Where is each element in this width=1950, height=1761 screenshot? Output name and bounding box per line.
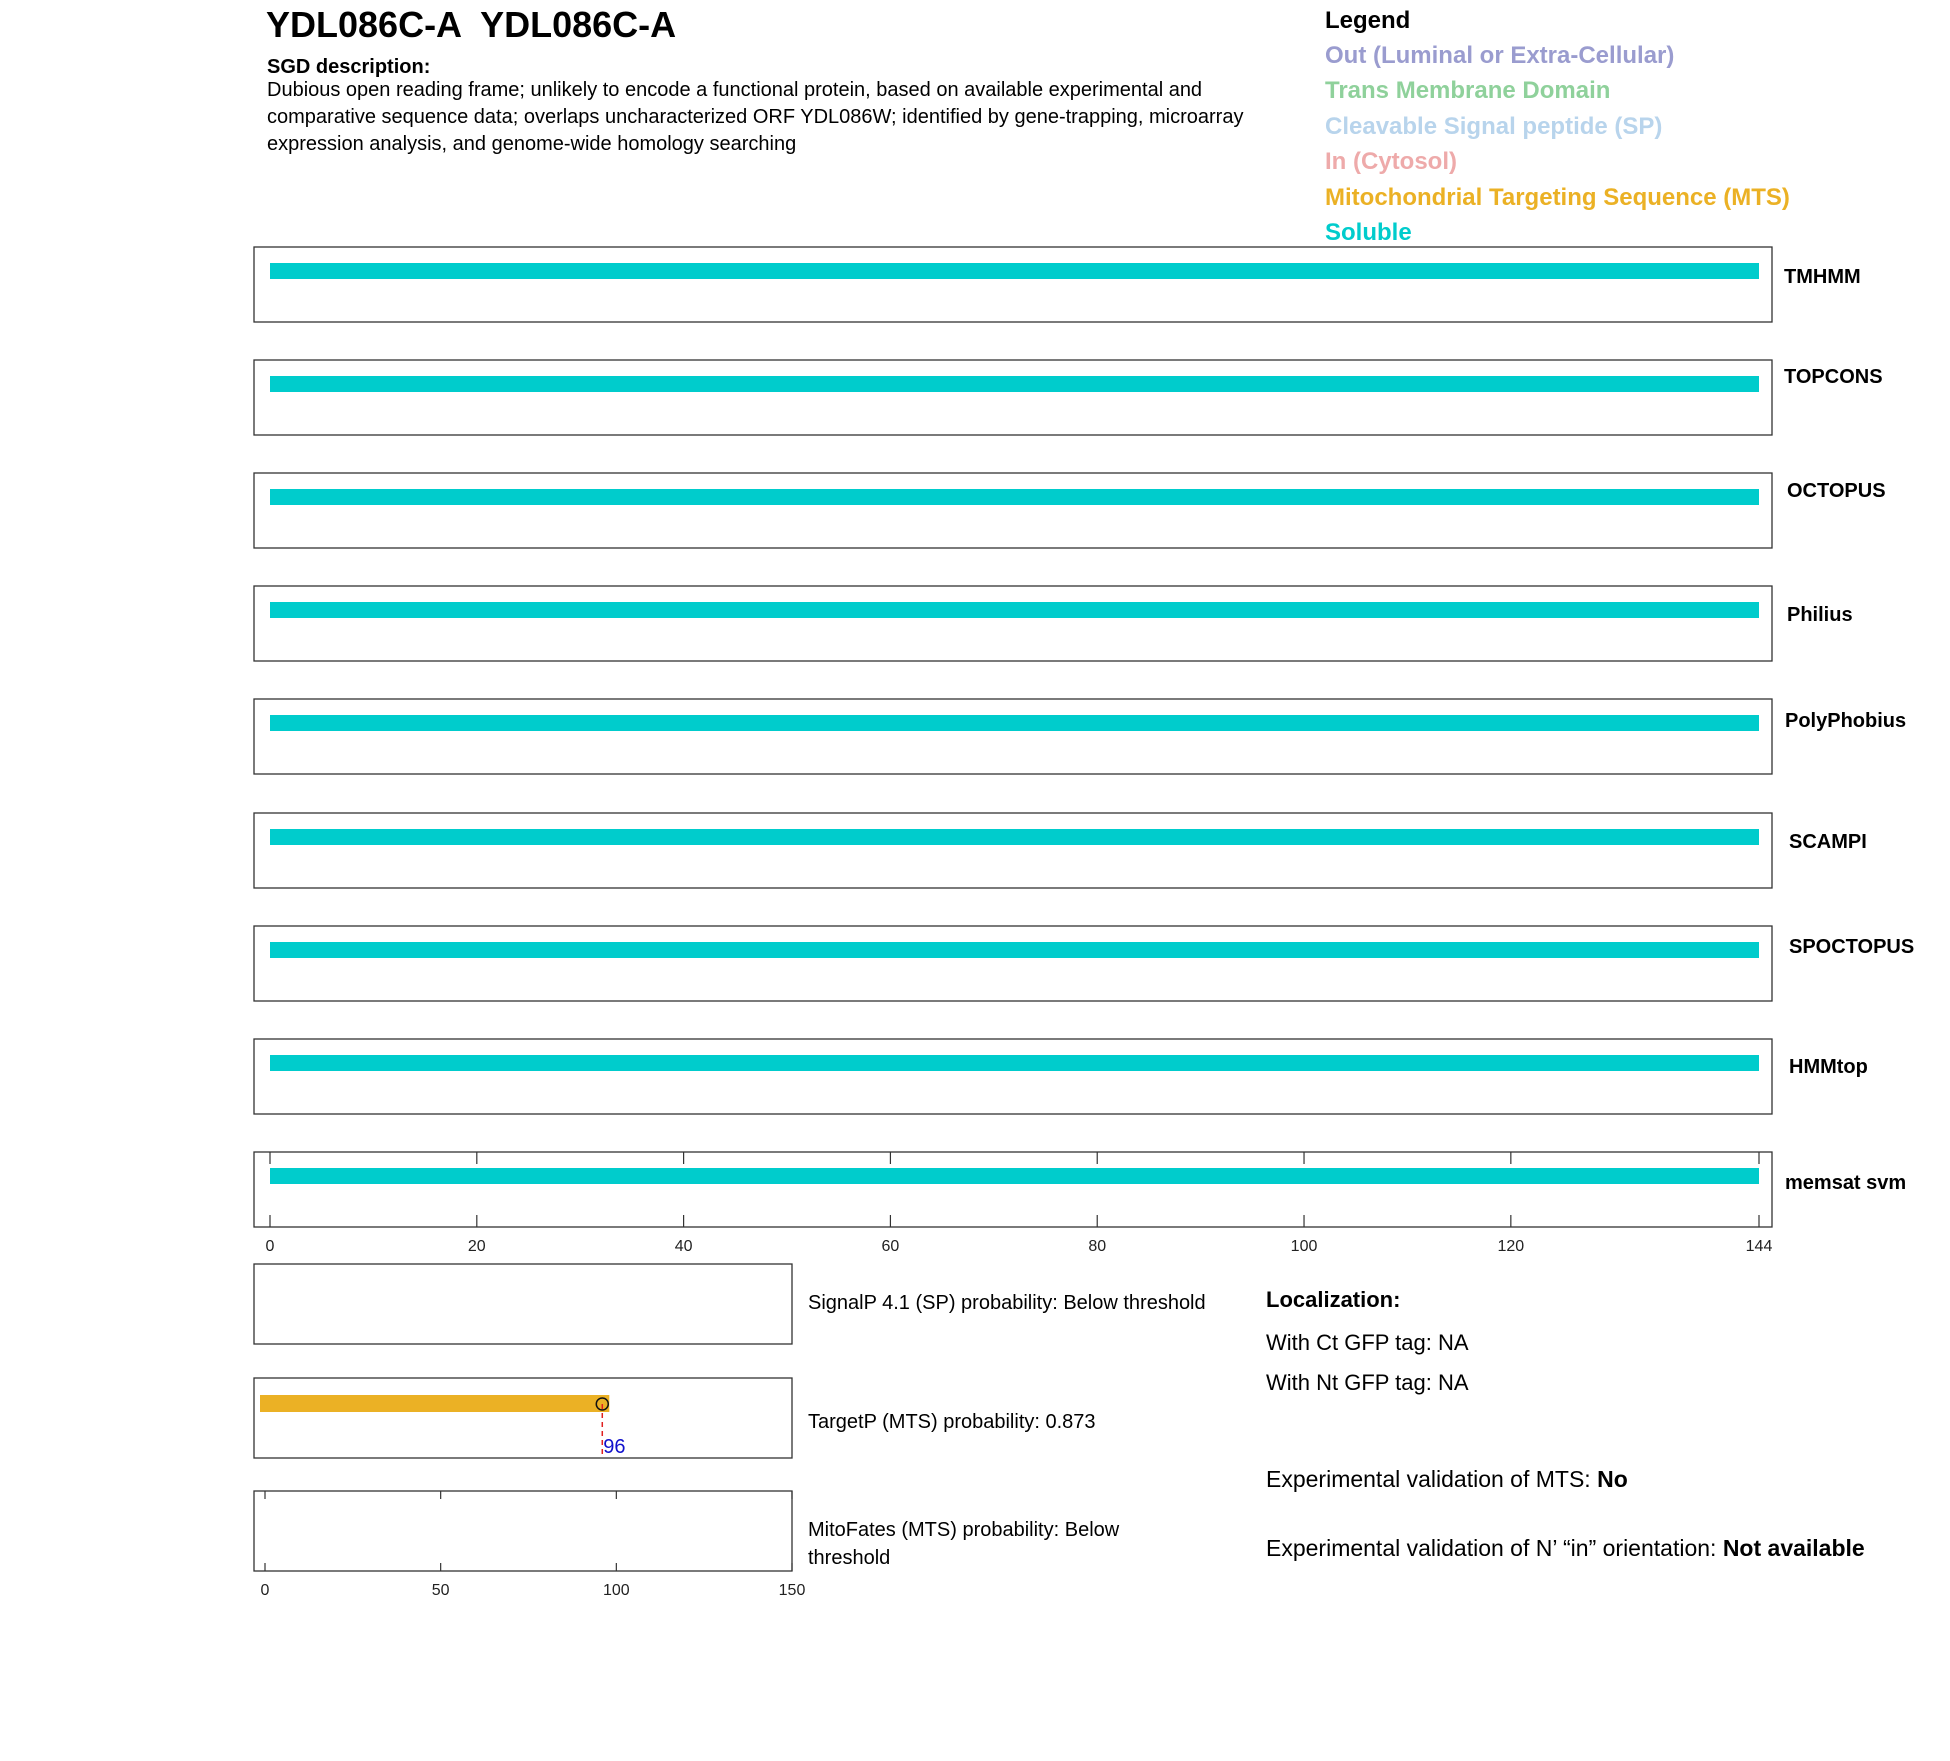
signal-panel-box — [254, 1264, 792, 1344]
track-label: HMMtop — [1789, 1056, 1868, 1078]
tick-label: 60 — [881, 1238, 900, 1255]
track-label: Philius — [1787, 604, 1853, 626]
track-label: PolyPhobius — [1785, 710, 1907, 732]
track-box — [254, 247, 1772, 322]
track-label: TMHMM — [1784, 266, 1861, 288]
mitofates-label: MitoFates (MTS) probability: Below threshold — [808, 1519, 1120, 1569]
signalp-label: SignalP 4.1 (SP) probability: Below threshold — [808, 1292, 1206, 1314]
track-label: TOPCONS — [1784, 366, 1883, 388]
segment-bar — [270, 489, 1759, 505]
track-box — [254, 473, 1772, 548]
tick-label: 0 — [260, 1582, 270, 1599]
mts-validation-value: No — [1597, 1466, 1628, 1492]
signal-panel-box — [254, 1378, 792, 1458]
legend-item: Cleavable Signal peptide (SP) — [1325, 112, 1663, 140]
mts-validation-prefix: Experimental validation of MTS: — [1266, 1466, 1598, 1492]
tick-label: 0 — [265, 1238, 275, 1255]
sgd-description-text: Dubious open reading frame; unlikely to encode a functional protein, based on available experimental and comparative sequence data; overlaps uncharacterized ORF YDL086W; identified by gene-trapping, microarray expression analysis, and genome-wide homology searching — [267, 79, 1244, 155]
segment-bar — [270, 1168, 1759, 1184]
track-box — [254, 926, 1772, 1001]
legend-item: Soluble — [1325, 219, 1412, 247]
legend-item: In (Cytosol) — [1325, 148, 1457, 176]
tick-label: 144 — [1745, 1238, 1773, 1255]
track-box — [254, 586, 1772, 661]
mts-bar — [260, 1395, 609, 1412]
orientation-validation — [1266, 1532, 1866, 1564]
track-label: SCAMPI — [1789, 831, 1867, 853]
track-box — [254, 813, 1772, 888]
legend-item: Mitochondrial Targeting Sequence (MTS) — [1325, 183, 1790, 211]
localization-heading: Localization: — [1266, 1287, 1401, 1312]
ct-gfp-localization: With Ct GFP tag: NA — [1266, 1330, 1469, 1355]
orientation-validation-prefix: Experimental validation of N’ “in” orientation: — [1266, 1535, 1723, 1561]
signal-panel-box — [254, 1491, 792, 1571]
tick-label: 50 — [431, 1582, 450, 1599]
legend-item: Trans Membrane Domain — [1325, 77, 1611, 105]
tick-label: 120 — [1497, 1238, 1525, 1255]
tick-label: 40 — [674, 1238, 693, 1255]
tick-label: 20 — [467, 1238, 486, 1255]
track-box — [254, 360, 1772, 435]
gene-title: YDL086C-A YDL086C-A — [266, 4, 677, 45]
tick-label: 80 — [1088, 1238, 1107, 1255]
track-label: SPOCTOPUS — [1789, 936, 1915, 958]
tick-label: 150 — [778, 1582, 806, 1599]
track-box — [254, 699, 1772, 774]
legend-item: Out (Luminal or Extra-Cellular) — [1325, 42, 1675, 69]
nt-gfp-localization: With Nt GFP tag: NA — [1266, 1370, 1469, 1395]
track-box — [254, 1152, 1772, 1227]
track-box — [254, 1039, 1772, 1114]
targetp-label: TargetP (MTS) probability: 0.873 — [808, 1411, 1096, 1433]
tick-label: 100 — [1290, 1238, 1318, 1255]
mts-validation — [1266, 1466, 1628, 1493]
segment-bar — [270, 715, 1759, 731]
segment-bar — [270, 602, 1759, 618]
sgd-description-label: SGD description: — [267, 56, 431, 78]
segment-bar — [270, 829, 1759, 845]
tick-label: 100 — [602, 1582, 630, 1599]
segment-bar — [270, 376, 1759, 392]
segment-bar — [270, 1055, 1759, 1071]
orientation-validation-value: Not available — [1722, 1535, 1865, 1561]
track-label: OCTOPUS — [1787, 480, 1886, 502]
segment-bar — [270, 263, 1759, 279]
legend-title: Legend — [1325, 7, 1411, 34]
track-label: memsat svm — [1785, 1172, 1907, 1194]
cleavage-label: 96 — [603, 1436, 626, 1458]
segment-bar — [270, 942, 1759, 958]
